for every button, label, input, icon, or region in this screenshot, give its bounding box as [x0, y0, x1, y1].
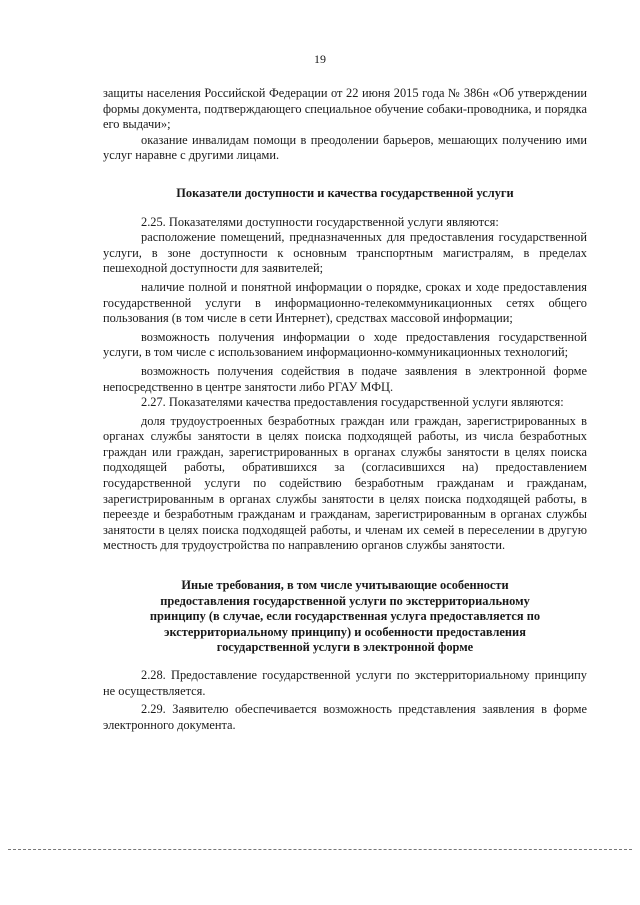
- paragraph: 2.25. Показателями доступности государственной услуги являются:: [141, 214, 499, 229]
- heading-line: государственной услуги в электронной форме: [216, 640, 474, 655]
- paragraph: защиты населения Российской Федерации от 22 июня 2015 года № 386н «Об утверждении формы документа, подтверждающего специальное обучение собаки-проводника, и порядка его выдачи»;: [103, 86, 587, 132]
- heading-line: Иные требования, в том числе учитывающие особенности: [181, 578, 509, 593]
- section-heading: Показатели доступности и качества государственной услуги: [176, 185, 514, 200]
- paragraph: доля трудоустроенных безработных граждан или граждан, зарегистрированных в органах службы занятости в целях поиска подходящей работы, из числа безработных граждан или граждан, зарегистрированных в органах службы занятости в целях поиска подходящей работы, обратившихся за (согласившихся на) предоставлением государственной услуги по содействию безработным гражданам и гражданам, зарегистрированным в органах службы занятости в целях поиска подходящей работы, в переезде и безработным гражданам и гражданам, зарегистрированным в органах службы занятости в целях поиска подходящей работы, и членам их семей в переселении в другую местность для трудоустройства по направлению органов службы занятости.: [103, 413, 587, 553]
- paragraph: возможность получения содействия в подаче заявления в электронной форме непосредственно в центре занятости либо РГАУ МФЦ.: [103, 363, 587, 394]
- paragraph: 2.28. Предоставление государственной услуги по экстерриториальному принципу не осуществляется.: [103, 668, 587, 698]
- heading-line: предоставления государственной услуги по экстерриториальному: [160, 593, 530, 608]
- paragraph: оказание инвалидам помощи в преодолении барьеров, мешающих получению ими услуг наравне с другими лицами.: [103, 132, 587, 163]
- paragraph: возможность получения информации о ходе предоставления государственной услуги, в том числе с использованием информационно-коммуникационных технологий;: [103, 329, 587, 360]
- document-body: [103, 86, 587, 733]
- page-number: 19: [314, 52, 326, 66]
- paragraph: 2.27. Показателями качества предоставления государственной услуги являются:: [141, 395, 564, 410]
- page-bottom-divider: [8, 849, 632, 850]
- paragraph: наличие полной и понятной информации о порядке, сроках и ходе предоставления государственной услуги в информационно-телекоммуникационных сетях общего пользования (в том числе в сети Интернет), средствах массовой информации;: [103, 279, 587, 326]
- heading-line: экстерриториальному принципу) и особенности предоставления: [164, 624, 526, 639]
- heading-line: принципу (в случае, если государственная услуга предоставляется по: [149, 609, 541, 624]
- paragraph: расположение помещений, предназначенных для предоставления государственной услуги, в зоне доступности к основным транспортным магистралям, в пределах пешеходной доступности для заявителей;: [103, 230, 587, 276]
- paragraph: 2.29. Заявителю обеспечивается возможность представления заявления в форме электронного документа.: [103, 702, 587, 732]
- section-heading: [103, 578, 587, 656]
